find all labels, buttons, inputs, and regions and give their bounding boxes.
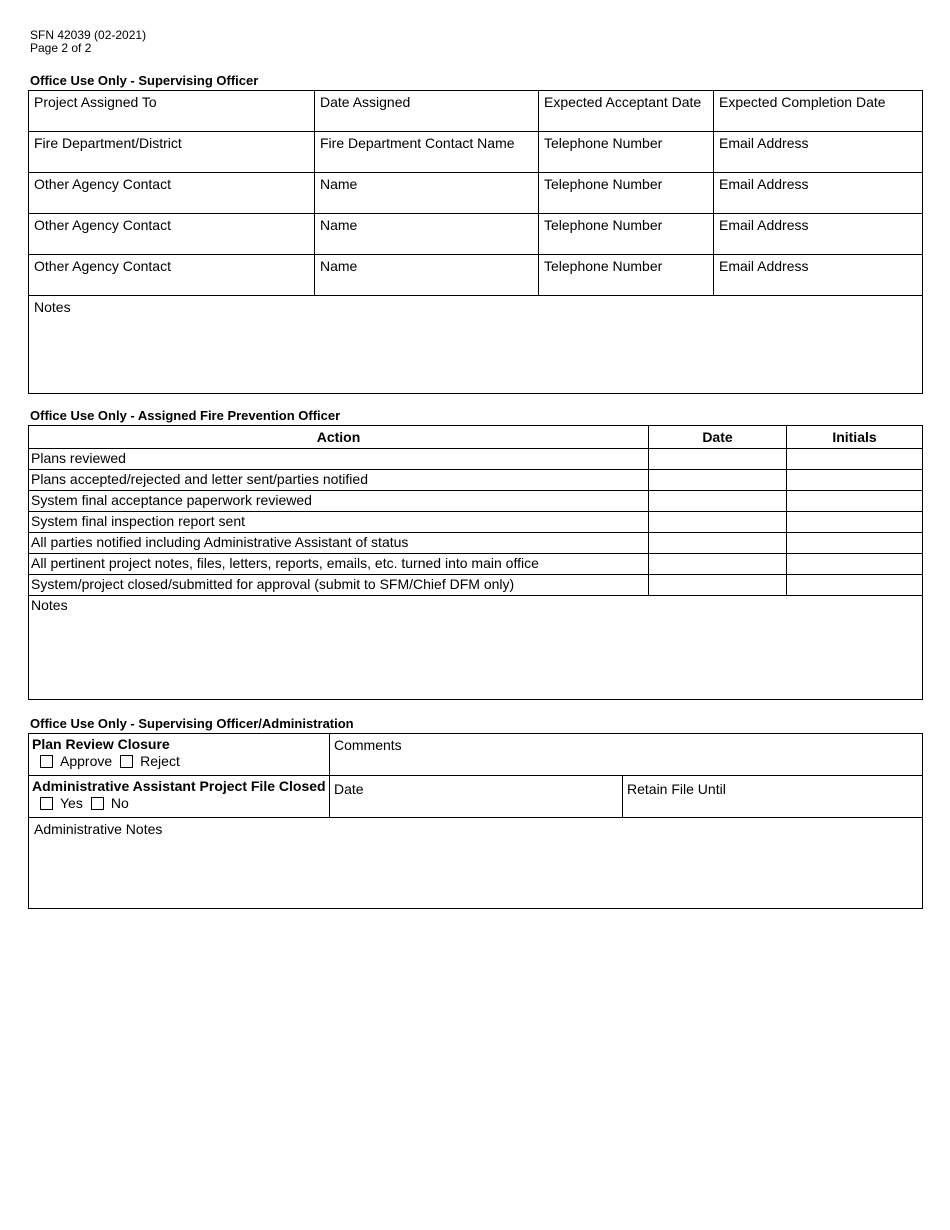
- field-label: Email Address: [719, 176, 809, 192]
- field-label: Other Agency Contact: [34, 217, 171, 233]
- form-field[interactable]: [714, 255, 923, 296]
- date-input-cell[interactable]: [649, 470, 787, 491]
- table-row: [29, 255, 923, 296]
- form-field[interactable]: [315, 132, 539, 173]
- approve-label: Approve: [60, 753, 113, 769]
- form-field[interactable]: [29, 132, 315, 173]
- form-field[interactable]: [29, 214, 315, 255]
- form-field[interactable]: [29, 255, 315, 296]
- date-input-cell[interactable]: [649, 491, 787, 512]
- notes-label: Notes: [34, 299, 71, 315]
- yes-label: Yes: [60, 795, 83, 811]
- form-field[interactable]: [539, 173, 714, 214]
- date-label: Date: [334, 781, 364, 797]
- action-cell: Plans accepted/rejected and letter sent/parties notified: [29, 470, 649, 491]
- field-label: Email Address: [719, 135, 809, 151]
- field-label: Telephone Number: [544, 258, 663, 274]
- initials-input-cell[interactable]: [787, 491, 923, 512]
- notes-field[interactable]: [29, 296, 923, 394]
- supervising-officer-table: [28, 90, 923, 394]
- table-header-row: [29, 426, 923, 449]
- file-closed-label: Administrative Assistant Project File Closed: [32, 778, 326, 794]
- table-row: [29, 91, 923, 132]
- table-row: [29, 132, 923, 173]
- field-label: Fire Department Contact Name: [320, 135, 515, 151]
- table-row: [29, 449, 923, 470]
- field-label: Expected Acceptant Date: [544, 94, 702, 110]
- field-label: Telephone Number: [544, 217, 663, 233]
- form-field[interactable]: [539, 255, 714, 296]
- date-input-cell[interactable]: [649, 512, 787, 533]
- table-row: [29, 575, 923, 596]
- initials-input-cell[interactable]: [787, 554, 923, 575]
- form-field[interactable]: [539, 214, 714, 255]
- administrative-notes-field[interactable]: [29, 818, 923, 909]
- retain-file-until-label: Retain File Until: [627, 781, 726, 797]
- field-label: Fire Department/District: [34, 135, 182, 151]
- field-label: Name: [320, 176, 358, 192]
- table-row: [29, 214, 923, 255]
- administrative-notes-label: Administrative Notes: [34, 821, 163, 837]
- date-input-cell[interactable]: [649, 575, 787, 596]
- page-indicator: Page 2 of 2: [30, 41, 92, 55]
- form-field[interactable]: [315, 214, 539, 255]
- initials-input-cell[interactable]: [787, 470, 923, 491]
- date-header: Date: [649, 426, 787, 449]
- field-label: Telephone Number: [544, 176, 663, 192]
- field-label: Project Assigned To: [34, 94, 157, 110]
- form-field[interactable]: [315, 91, 539, 132]
- form-field[interactable]: [29, 91, 315, 132]
- approve-checkbox[interactable]: [40, 755, 53, 768]
- field-label: Telephone Number: [544, 135, 663, 151]
- comments-label: Comments: [334, 737, 402, 753]
- action-cell: All parties notified including Administrative Assistant of status: [29, 533, 649, 554]
- action-cell: System final inspection report sent: [29, 512, 649, 533]
- action-header: Action: [29, 426, 649, 449]
- form-field[interactable]: [315, 255, 539, 296]
- form-field[interactable]: [539, 91, 714, 132]
- section2-title: Office Use Only - Assigned Fire Prevention Officer: [30, 408, 341, 423]
- plan-review-closure-cell: [29, 734, 330, 776]
- date-field[interactable]: [330, 776, 623, 818]
- field-label: Name: [320, 217, 358, 233]
- table-row: [29, 554, 923, 575]
- initials-header: Initials: [787, 426, 923, 449]
- form-number: SFN 42039 (02-2021): [30, 28, 147, 42]
- retain-file-until-field[interactable]: [623, 776, 923, 818]
- reject-checkbox[interactable]: [120, 755, 133, 768]
- field-label: Date Assigned: [320, 94, 411, 110]
- administration-table: [28, 733, 923, 909]
- file-closed-cell: [29, 776, 330, 818]
- table-row: [29, 533, 923, 554]
- date-input-cell[interactable]: [649, 554, 787, 575]
- notes-field[interactable]: [29, 596, 923, 700]
- field-label: Other Agency Contact: [34, 258, 171, 274]
- action-cell: System final acceptance paperwork reviewed: [29, 491, 649, 512]
- comments-field[interactable]: [330, 734, 923, 776]
- form-field[interactable]: [714, 173, 923, 214]
- section3-title: Office Use Only - Supervising Officer/Administration: [30, 716, 354, 731]
- initials-input-cell[interactable]: [787, 449, 923, 470]
- form-header: [30, 29, 146, 55]
- initials-input-cell[interactable]: [787, 575, 923, 596]
- field-label: Other Agency Contact: [34, 176, 171, 192]
- field-label: Name: [320, 258, 358, 274]
- form-field[interactable]: [714, 132, 923, 173]
- action-cell: All pertinent project notes, files, letters, reports, emails, etc. turned into main office: [29, 554, 649, 575]
- table-row: [29, 173, 923, 214]
- fire-prevention-officer-table: [28, 425, 923, 700]
- table-row: [29, 512, 923, 533]
- section1-title: Office Use Only - Supervising Officer: [30, 73, 259, 88]
- no-checkbox[interactable]: [91, 797, 104, 810]
- form-field[interactable]: [714, 91, 923, 132]
- field-label: Email Address: [719, 258, 809, 274]
- field-label: Expected Completion Date: [719, 94, 886, 110]
- plan-review-closure-label: Plan Review Closure: [32, 736, 170, 752]
- table-row: [29, 470, 923, 491]
- action-cell: System/project closed/submitted for approval (submit to SFM/Chief DFM only): [29, 575, 649, 596]
- table-row: [29, 491, 923, 512]
- form-field[interactable]: [714, 214, 923, 255]
- date-input-cell[interactable]: [649, 533, 787, 554]
- form-field[interactable]: [539, 132, 714, 173]
- initials-input-cell[interactable]: [787, 533, 923, 554]
- form-field[interactable]: [315, 173, 539, 214]
- reject-label: Reject: [140, 753, 180, 769]
- action-cell: Plans reviewed: [29, 449, 649, 470]
- field-label: Email Address: [719, 217, 809, 233]
- yes-checkbox[interactable]: [40, 797, 53, 810]
- form-field[interactable]: [29, 173, 315, 214]
- notes-label: Notes: [31, 597, 68, 613]
- date-input-cell[interactable]: [649, 449, 787, 470]
- no-label: No: [110, 795, 129, 811]
- initials-input-cell[interactable]: [787, 512, 923, 533]
